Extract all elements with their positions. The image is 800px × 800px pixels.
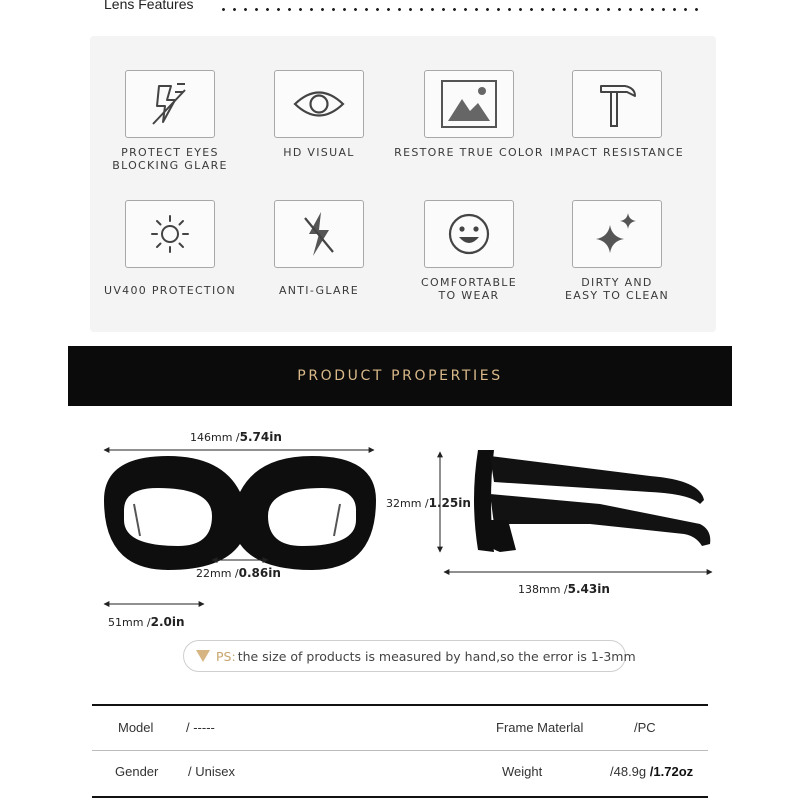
feature-hd-visual	[244, 70, 394, 159]
feature-icon-box	[125, 200, 215, 268]
sun-icon	[148, 212, 192, 256]
feature-impact-resistance	[542, 70, 692, 159]
eye-icon	[293, 87, 345, 121]
spec-model-label: Model	[118, 720, 154, 735]
lens-height-label: 32mm /1.25in	[386, 496, 471, 510]
glasses-side-view	[474, 450, 710, 552]
feature-icon-box	[424, 70, 514, 138]
spec-weight-label: Weight	[502, 764, 543, 779]
spec-frame-material-value: /PC	[634, 720, 656, 735]
spec-weight-value: /48.9g /1.72oz	[610, 764, 694, 779]
feature-label: IMPACT RESISTANCE	[549, 146, 685, 159]
feature-label: RESTORE TRUE COLOR	[394, 146, 544, 159]
feature-label: HD VISUAL	[283, 146, 355, 159]
hammer-icon	[595, 78, 639, 130]
landscape-picture-icon	[440, 79, 498, 129]
feature-protect-eyes	[95, 70, 245, 172]
feature-easy-clean	[542, 200, 692, 302]
feature-icon-box	[125, 70, 215, 138]
feature-label: PROTECT EYES BLOCKING GLARE	[112, 146, 228, 172]
dotted-divider	[218, 8, 698, 11]
feature-comfortable	[394, 200, 544, 302]
feature-label: ANTI-GLARE	[278, 284, 360, 297]
feature-true-color	[394, 70, 544, 159]
feature-label: COMFORTABLE TO WEAR	[421, 276, 517, 302]
spec-model-value: / -----	[186, 720, 215, 735]
banner-title: PRODUCT PROPERTIES	[297, 368, 503, 384]
product-properties-banner	[68, 346, 732, 406]
note-text: the size of products is measured by hand,so the error is 1-3mm	[237, 648, 636, 664]
feature-label: DIRTY AND EASY TO CLEAN	[565, 276, 669, 302]
feature-icon-box	[274, 70, 364, 138]
spec-gender-label: Gender	[115, 764, 159, 779]
smiley-face-icon	[446, 211, 492, 257]
table-bottom-border	[92, 796, 708, 798]
feature-uv400	[95, 200, 245, 297]
measurement-note	[183, 640, 636, 672]
glasses-dimension-diagram	[0, 420, 800, 640]
spec-gender-value: / Unisex	[188, 764, 235, 779]
feature-anti-glare	[244, 200, 394, 297]
frame-width-label: 146mm /5.74in	[190, 430, 282, 444]
sparkle-icon	[592, 209, 642, 259]
feature-label: UV400 PROTECTION	[103, 284, 236, 297]
spec-frame-material-label: Frame Materlal	[496, 720, 584, 735]
temple-length-label: 138mm /5.43in	[518, 582, 610, 596]
table-top-border	[92, 704, 708, 706]
bridge-label: 22mm /0.86in	[196, 566, 281, 580]
lens-width-label: 51mm /2.0in	[108, 615, 185, 629]
lightning-protect-icon	[145, 78, 195, 130]
note-label: PS:	[216, 648, 236, 664]
glasses-front-view	[104, 456, 376, 570]
feature-icon-box	[424, 200, 514, 268]
section-title: Lens Features	[104, 0, 194, 12]
feature-icon-box	[572, 70, 662, 138]
warning-triangle-icon	[196, 650, 210, 662]
table-row-divider	[92, 750, 708, 751]
feature-icon-box	[274, 200, 364, 268]
anti-glare-icon	[297, 208, 341, 260]
feature-icon-box	[572, 200, 662, 268]
